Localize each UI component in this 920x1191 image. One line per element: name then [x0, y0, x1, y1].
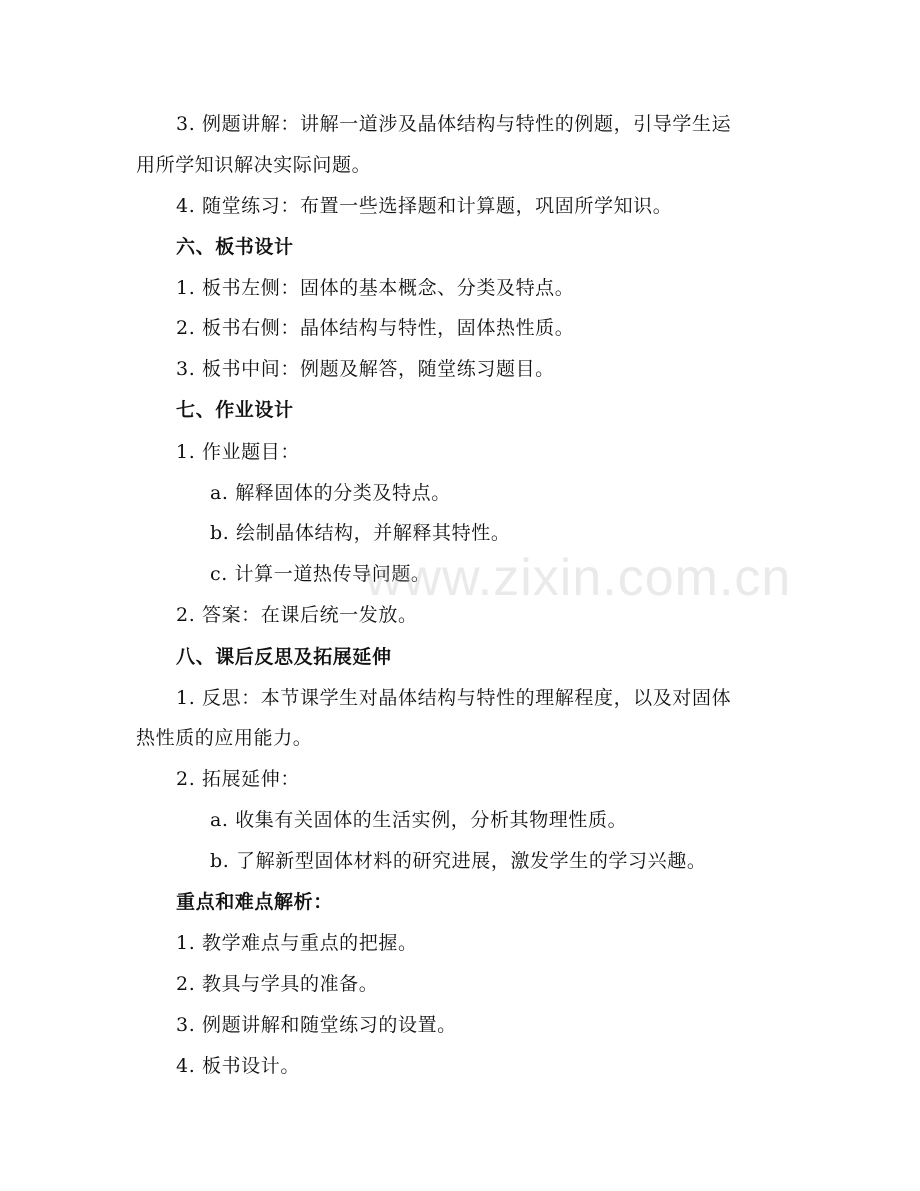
heading-homework-design: 七、作业设计 — [176, 399, 294, 421]
list-item-reflection: 1. 反思：本节课学生对晶体结构与特性的理解程度，以及对固体 — [176, 687, 732, 709]
watermark: www.zixin.com.cn — [365, 549, 792, 607]
list-item-board-right: 2. 板书右侧：晶体结构与特性，固体热性质。 — [176, 317, 575, 339]
paragraph-in-class-practice: 4. 随堂练习：布置一些选择题和计算题，巩固所学知识。 — [176, 195, 673, 217]
heading-key-points-analysis: 重点和难点解析： — [176, 891, 333, 913]
sub-item-extension-a: a. 收集有关固体的生活实例，分析其物理性质。 — [210, 809, 628, 831]
sub-item-b: b. 绘制晶体结构，并解释其特性。 — [210, 522, 511, 544]
sub-item-extension-b: b. 了解新型固体材料的研究进展，激发学生的学习兴趣。 — [210, 850, 707, 872]
paragraph-example-lecture-cont: 用所学知识解决实际问题。 — [136, 154, 372, 176]
list-item-reflection-cont: 热性质的应用能力。 — [136, 727, 313, 749]
list-item-board-design: 4. 板书设计。 — [176, 1055, 300, 1077]
sub-item-a: a. 解释固体的分类及特点。 — [210, 482, 451, 504]
sub-item-c: c. 计算一道热传导问题。 — [210, 563, 431, 585]
heading-blackboard-design: 六、板书设计 — [176, 236, 294, 258]
list-item-answers: 2. 答案：在课后统一发放。 — [176, 604, 418, 626]
list-item-extension: 2. 拓展延伸： — [176, 768, 300, 790]
list-item-board-middle: 3. 板书中间：例题及解答，随堂练习题目。 — [176, 358, 555, 380]
list-item-example-practice: 3. 例题讲解和随堂练习的设置。 — [176, 1014, 457, 1036]
list-item-board-left: 1. 板书左侧：固体的基本概念、分类及特点。 — [176, 277, 575, 299]
list-item-teaching-aids: 2. 教具与学具的准备。 — [176, 973, 379, 995]
list-item-key-difficult: 1. 教学难点与重点的把握。 — [176, 932, 418, 954]
paragraph-example-lecture: 3. 例题讲解：讲解一道涉及晶体结构与特性的例题，引导学生运 — [176, 113, 732, 135]
list-item-homework-questions: 1. 作业题目： — [176, 441, 300, 463]
heading-reflection-extension: 八、课后反思及拓展延伸 — [176, 646, 392, 668]
